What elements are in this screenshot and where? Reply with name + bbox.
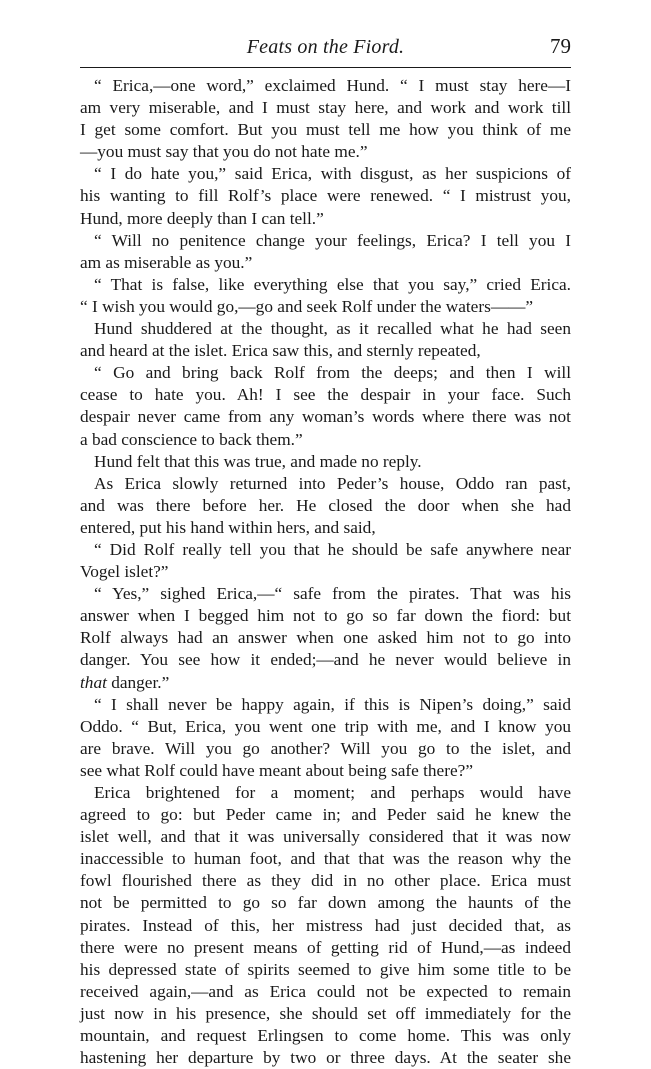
line-text: answer when I begged him not to go so far down the fiord: but [80,606,571,626]
line-text: Hund shuddered at the thought, as it recalled what he had seen [94,319,571,339]
text-line [80,627,571,649]
line-text: danger. You see how it ended;—and he never would believe in [80,650,571,670]
text-line [80,185,571,207]
text-line [80,1003,571,1025]
line-text: “ I shall never be happy again, if this is Nipen’s doing,” said [94,694,571,714]
text-line [80,959,571,981]
italic-emphasis: that [80,672,107,692]
text-line [80,826,571,848]
line-text: agreed to go: but Peder came in; and Peder said he knew the [80,805,571,825]
line-text: there were no present means of getting rid of Hund,—as indeed [80,937,571,957]
text-line [80,163,571,185]
line-text: am very miserable, and I must stay here, and work and work till [80,98,571,118]
line-text: received again,—and as Erica could not be expected to remain [80,981,571,1001]
line-text: pirates. Instead of this, her mistress had just decided that, as [80,915,571,935]
text-line [80,406,571,428]
line-text: Oddo. “ But, Erica, you went one trip with me, and I know you [80,716,571,736]
text-line [80,892,571,914]
text-line [80,252,571,274]
text-line [80,561,571,583]
text-line [80,937,571,959]
text-line [80,274,571,296]
line-text: “ Yes,” sighed Erica,—“ safe from the pirates. That was his [94,584,571,604]
line-text: am as miserable as you.” [80,252,253,272]
line-text: “ Go and bring back Rolf from the deeps; and then I will [94,363,571,383]
line-text: are brave. Will you go another? Will you go to the islet, and [80,738,571,758]
line-text: Hund felt that this was true, and made no reply. [94,451,422,471]
text-line [80,97,571,119]
text-line [80,340,571,362]
text-line [80,230,571,252]
line-text: —you must say that you do not hate me.” [80,142,368,162]
line-text: a bad conscience to back them.” [80,429,303,449]
line-text: inaccessible to human foot, and that that was the reason why the [80,849,571,869]
text-line [80,848,571,870]
text-line [80,495,571,517]
line-text: see what Rolf could have meant about being safe there?” [80,760,473,780]
line-text: Hund, more deeply than I can tell.” [80,208,324,228]
line-text: danger.” [106,672,170,692]
text-line [80,605,571,627]
line-text: Erica brightened for a moment; and perhaps would have [94,783,571,802]
text-line [80,141,571,163]
running-title: Feats on the Fiord. [246,36,405,58]
text-line [80,539,571,561]
line-text: islet well, and that it was universally considered that it was now [80,827,571,847]
line-text: his wanting to fill Rolf’s place were renewed. “ I mistrust you, [80,186,571,206]
line-text: hastening her departure by two or three days. At the seater she [80,1048,571,1068]
line-text: entered, put his hand within hers, and said, [80,517,376,537]
line-text: and heard at the islet. Erica saw this, and sternly repeated, [80,341,481,361]
line-text: Rolf always had an answer when one asked him not to go into [80,628,571,648]
text-line [80,318,571,340]
line-text: not be permitted to go so far down among the haunts of the [80,893,571,913]
text-line [80,384,571,406]
line-text: cease to hate you. Ah! I see the despair in your face. Such [80,385,571,405]
line-text: fowl flourished there as they did in no other place. Erica must [80,871,571,891]
body-text [80,75,571,1069]
text-line [80,1047,571,1069]
text-line [80,208,571,230]
text-line [80,119,571,141]
page-number: 79 [550,34,571,58]
text-line [80,804,571,826]
line-text: and was there before her. He closed the door when she had [80,495,571,515]
text-line [80,362,571,384]
text-line [80,517,571,539]
line-text: his depressed state of spirits seemed to give him some title to be [80,959,571,979]
line-text: “ Will no penitence change your feelings, Erica? I tell you I [94,230,571,250]
line-text: mountain, and request Erlingsen to come home. This was only [80,1026,571,1046]
text-line [80,915,571,937]
line-text: “ Erica,—one word,” exclaimed Hund. “ I must stay here—I [94,76,571,95]
text-line [80,738,571,760]
line-text: despair never came from any woman’s words where there was not [80,407,571,427]
text-line [80,296,571,318]
line-text: I get some comfort. But you must tell me how you think of me [80,120,571,140]
line-text: As Erica slowly returned into Peder’s house, Oddo ran past, [94,473,571,493]
header-rule [80,67,571,68]
running-head [80,34,571,64]
line-text: “ I wish you would go,—go and seek Rolf under the waters——” [80,296,534,316]
text-line [80,672,571,694]
text-line [80,429,571,451]
line-text: Vogel islet?” [80,562,169,582]
text-line [80,694,571,716]
text-line [80,716,571,738]
text-line [80,583,571,605]
text-line [80,473,571,495]
line-text: “ Did Rolf really tell you that he should be safe anywhere near [94,539,571,559]
line-text: “ That is false, like everything else that you say,” cried Erica. [94,274,571,294]
text-line [80,782,571,804]
line-text: “ I do hate you,” said Erica, with disgust, as her suspicions of [94,164,571,184]
text-line [80,760,571,782]
text-line [80,1025,571,1047]
text-line [80,75,571,97]
text-line [80,870,571,892]
text-line [80,451,571,473]
text-line [80,649,571,671]
line-text: just now in his presence, she should set off immediately for the [80,1003,571,1023]
